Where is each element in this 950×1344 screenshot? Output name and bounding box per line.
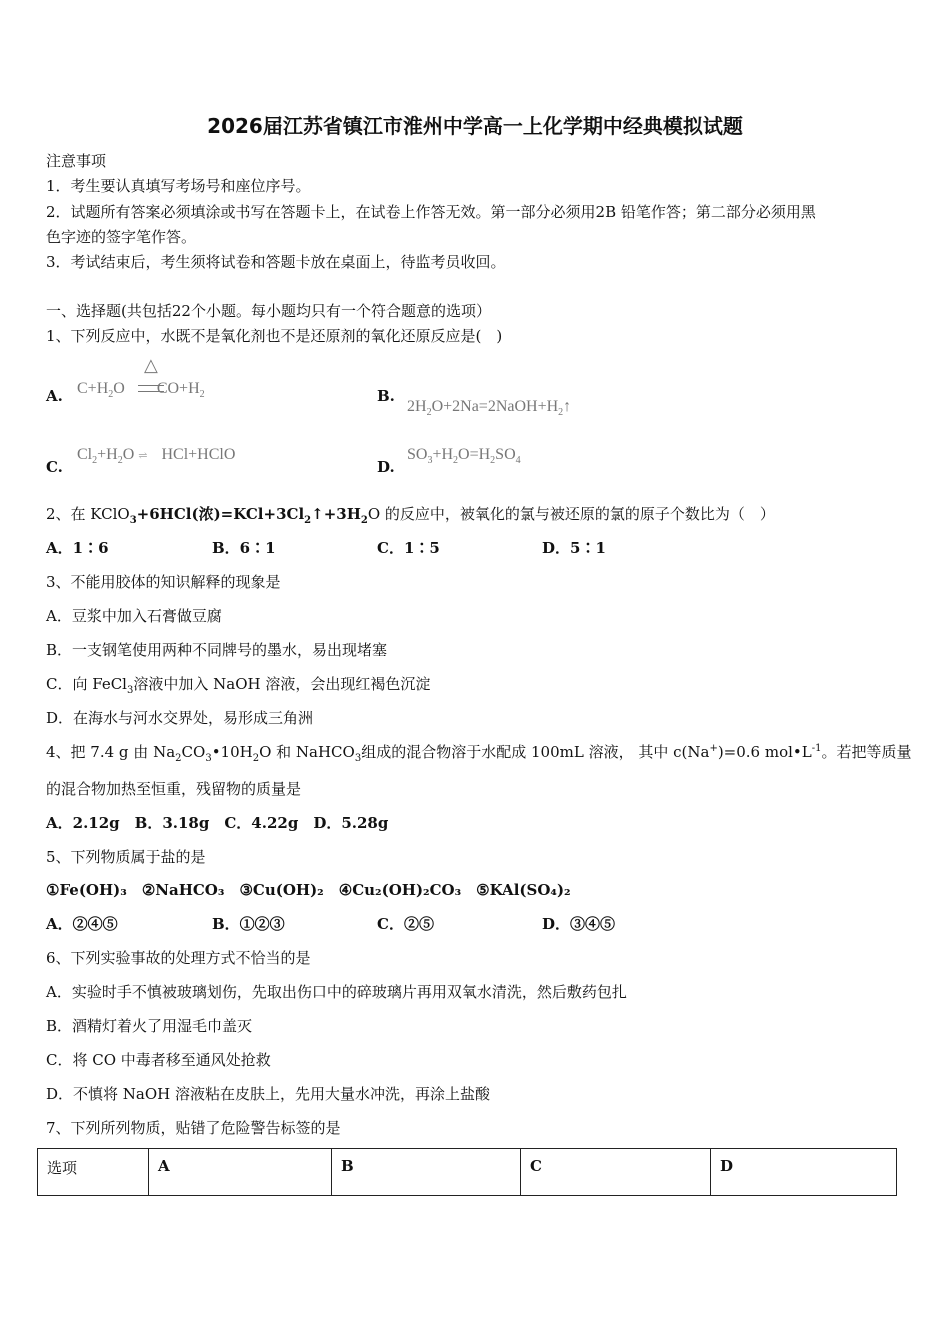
q2-stem: 2、在 KClO$_3$+6HCl(浓)$=KCl+3Cl_2↑+3H_2O$ 的反应中，被氧化的氯与被还原的氯的原子个数比为（ ） xyxy=(46,505,775,526)
notice-item-3: 3．考试结束后，考生须将试卷和答题卡放在桌面上，待监考员收回。 xyxy=(46,253,506,271)
q4-stem-line-1: 4、把 7.4 g 由 $Na_2CO_3•10H_2O$ 和 NaHCO$_3$组成的混合物溶于水配成 100mL 溶液， 其中 c(Na+)=0.6 $mol•L^{-1}$。若把等质量 xyxy=(46,743,912,764)
q5-stem: 5、下列物质属于盐的是 xyxy=(46,848,206,866)
q1-option-b-formula: $2H_2O+2Na=2NaOH+H_2↑$ xyxy=(407,398,572,419)
q7-stem: 7、下列所列物质，贴错了危险警告标签的是 xyxy=(46,1119,341,1137)
q3-option-c: C．向 FeCl$_3$溶液中加入 NaOH 溶液，会出现红褐色沉淀 xyxy=(46,675,431,696)
q4-stem-line-2: 的混合物加热至恒重，残留物的质量是 xyxy=(46,780,302,798)
q3-option-d: D．在海水与河水交界处，易形成三角洲 xyxy=(46,709,314,727)
q5-option-c: C．②⑤ xyxy=(377,915,434,933)
table-cell-option: 选项 xyxy=(38,1149,149,1196)
q5-option-a: A．②④⑤ xyxy=(46,915,118,933)
q1-option-c-label: C. xyxy=(46,458,63,476)
notice-item-2: 2．试题所有答案必须填涂或书写在答题卡上，在试卷上作答无效。第一部分必须用2B 铅笔作答；第二部分必须用黑 xyxy=(46,203,816,221)
heating-triangle-icon: △ xyxy=(144,355,158,375)
q4-options: A．2.12g B．3.18g C．4.22g D．5.28g xyxy=(46,814,389,832)
q1-option-a-label: A. xyxy=(46,387,63,405)
q6-option-d: D．不慎将 NaOH 溶液粘在皮肤上，先用大量水冲洗，再涂上盐酸 xyxy=(46,1085,491,1103)
table-cell-a: A xyxy=(149,1149,332,1196)
q7-table xyxy=(37,1148,897,1196)
table-cell-d: D xyxy=(711,1149,897,1196)
table-cell-b: B xyxy=(332,1149,521,1196)
equals-sign-icon xyxy=(138,385,164,392)
q1-option-c-formula: $Cl_2+H_2O$ ⇌ HCl+HClO xyxy=(77,446,236,467)
notice-heading: 注意事项 xyxy=(46,152,107,170)
table-cell-c: C xyxy=(521,1149,711,1196)
q1-option-a-formula: $C+H_2O$ $CO+H_2$ xyxy=(77,380,205,401)
notice-item-1: 1．考生要认真填写考场号和座位序号。 xyxy=(46,177,311,195)
q5-option-b: B．①②③ xyxy=(212,915,285,933)
q2-option-a: A．1∶6 xyxy=(46,539,109,557)
q1-option-b-label: B. xyxy=(377,387,395,405)
notice-item-2-cont: 色字迹的签字笔作答。 xyxy=(46,228,197,246)
q6-option-a: A．实验时手不慎被玻璃划伤，先取出伤口中的碎玻璃片再用双氧水清洗，然后敷药包扎 xyxy=(46,983,627,1001)
q2-option-d: D．5∶1 xyxy=(542,539,606,557)
q6-option-c: C．将 CO 中毒者移至通风处抢救 xyxy=(46,1051,271,1069)
table-row xyxy=(38,1149,897,1196)
q6-stem: 6、下列实验事故的处理方式不恰当的是 xyxy=(46,949,311,967)
q5-option-d: D．③④⑤ xyxy=(542,915,616,933)
page-title: 2026届江苏省镇江市淮州中学高一上化学期中经典模拟试题 xyxy=(207,114,743,138)
q5-items: ①Fe(OH)₃ ②NaHCO₃ ③Cu(OH)₂ ④Cu₂(OH)₂CO₃ ⑤KAl(SO₄)₂ xyxy=(46,881,571,899)
q3-option-b: B．一支钢笔使用两种不同牌号的墨水，易出现堵塞 xyxy=(46,641,388,659)
q1-option-d-formula: $SO_3+H_2O=H_2SO_4$ xyxy=(407,446,521,467)
q3-option-a: A．豆浆中加入石膏做豆腐 xyxy=(46,607,222,625)
q2-option-b: B．6∶1 xyxy=(212,539,276,557)
q3-stem: 3、不能用胶体的知识解释的现象是 xyxy=(46,573,281,591)
q1-option-d-label: D. xyxy=(377,458,395,476)
section-heading: 一、选择题(共包括22个小题。每小题均只有一个符合题意的选项） xyxy=(46,302,491,320)
q2-option-c: C．1∶5 xyxy=(377,539,440,557)
q6-option-b: B．酒精灯着火了用湿毛巾盖灭 xyxy=(46,1017,253,1035)
q1-stem: 1、下列反应中，水既不是氧化剂也不是还原剂的氧化还原反应是( ) xyxy=(46,327,503,345)
